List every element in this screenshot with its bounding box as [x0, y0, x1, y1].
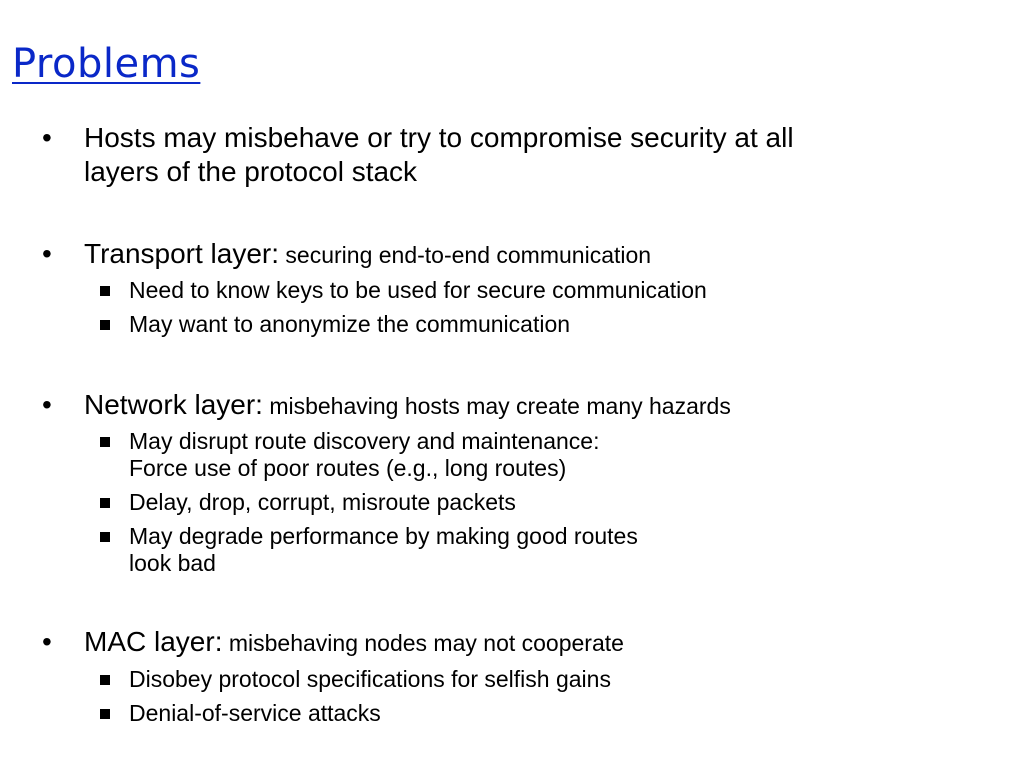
- bullet-lead: Transport layer:: [84, 238, 280, 269]
- square-bullet-icon: [100, 532, 110, 542]
- sub-item: [129, 277, 969, 304]
- bullet-rest: misbehaving hosts may create many hazards: [262, 393, 731, 419]
- bullet-lead: Network layer:: [84, 389, 263, 420]
- square-bullet-icon: [100, 709, 110, 719]
- bullet-item-hosts: [42, 121, 984, 189]
- sub-item-line: May degrade performance by making good routes: [129, 523, 638, 549]
- bullet-rest: misbehaving nodes may not cooperate: [222, 630, 624, 656]
- bullet-dot-icon: •: [42, 626, 52, 657]
- sub-item: [129, 311, 969, 338]
- bullet-lead: MAC layer:: [84, 626, 223, 657]
- sub-item: [129, 666, 969, 693]
- bullet-item-mac: [42, 625, 984, 660]
- bullet-rest: securing end-to-end communication: [279, 242, 652, 268]
- sub-item-line: look bad: [129, 550, 216, 576]
- bullet-dot-icon: •: [42, 389, 52, 420]
- sub-item: [129, 428, 969, 482]
- sub-item-line: May disrupt route discovery and maintenance:: [129, 428, 600, 454]
- square-bullet-icon: [100, 498, 110, 508]
- square-bullet-icon: [100, 286, 110, 296]
- bullet-line: layers of the protocol stack: [84, 156, 418, 187]
- bullet-item-network: [42, 388, 984, 423]
- square-bullet-icon: [100, 320, 110, 330]
- square-bullet-icon: [100, 437, 110, 447]
- sub-item-line: Disobey protocol specifications for selfish gains: [129, 666, 611, 692]
- sub-item: [129, 489, 969, 516]
- bullet-dot-icon: •: [42, 122, 52, 153]
- sub-item-line: May want to anonymize the communication: [129, 311, 571, 337]
- bullet-item-transport: [42, 237, 984, 272]
- square-bullet-icon: [100, 675, 110, 685]
- sub-item-line: Delay, drop, corrupt, misroute packets: [129, 489, 516, 515]
- sub-item-line: Need to know keys to be used for secure communication: [129, 277, 707, 303]
- sub-item: [129, 700, 969, 727]
- bullet-dot-icon: •: [42, 238, 52, 269]
- page-title: Problems: [12, 41, 201, 87]
- bullet-line: Hosts may misbehave or try to compromise security at all: [84, 122, 794, 153]
- sub-item: [129, 523, 969, 577]
- sub-item-line: Denial-of-service attacks: [129, 700, 381, 726]
- sub-item-line: Force use of poor routes (e.g., long routes): [129, 455, 567, 481]
